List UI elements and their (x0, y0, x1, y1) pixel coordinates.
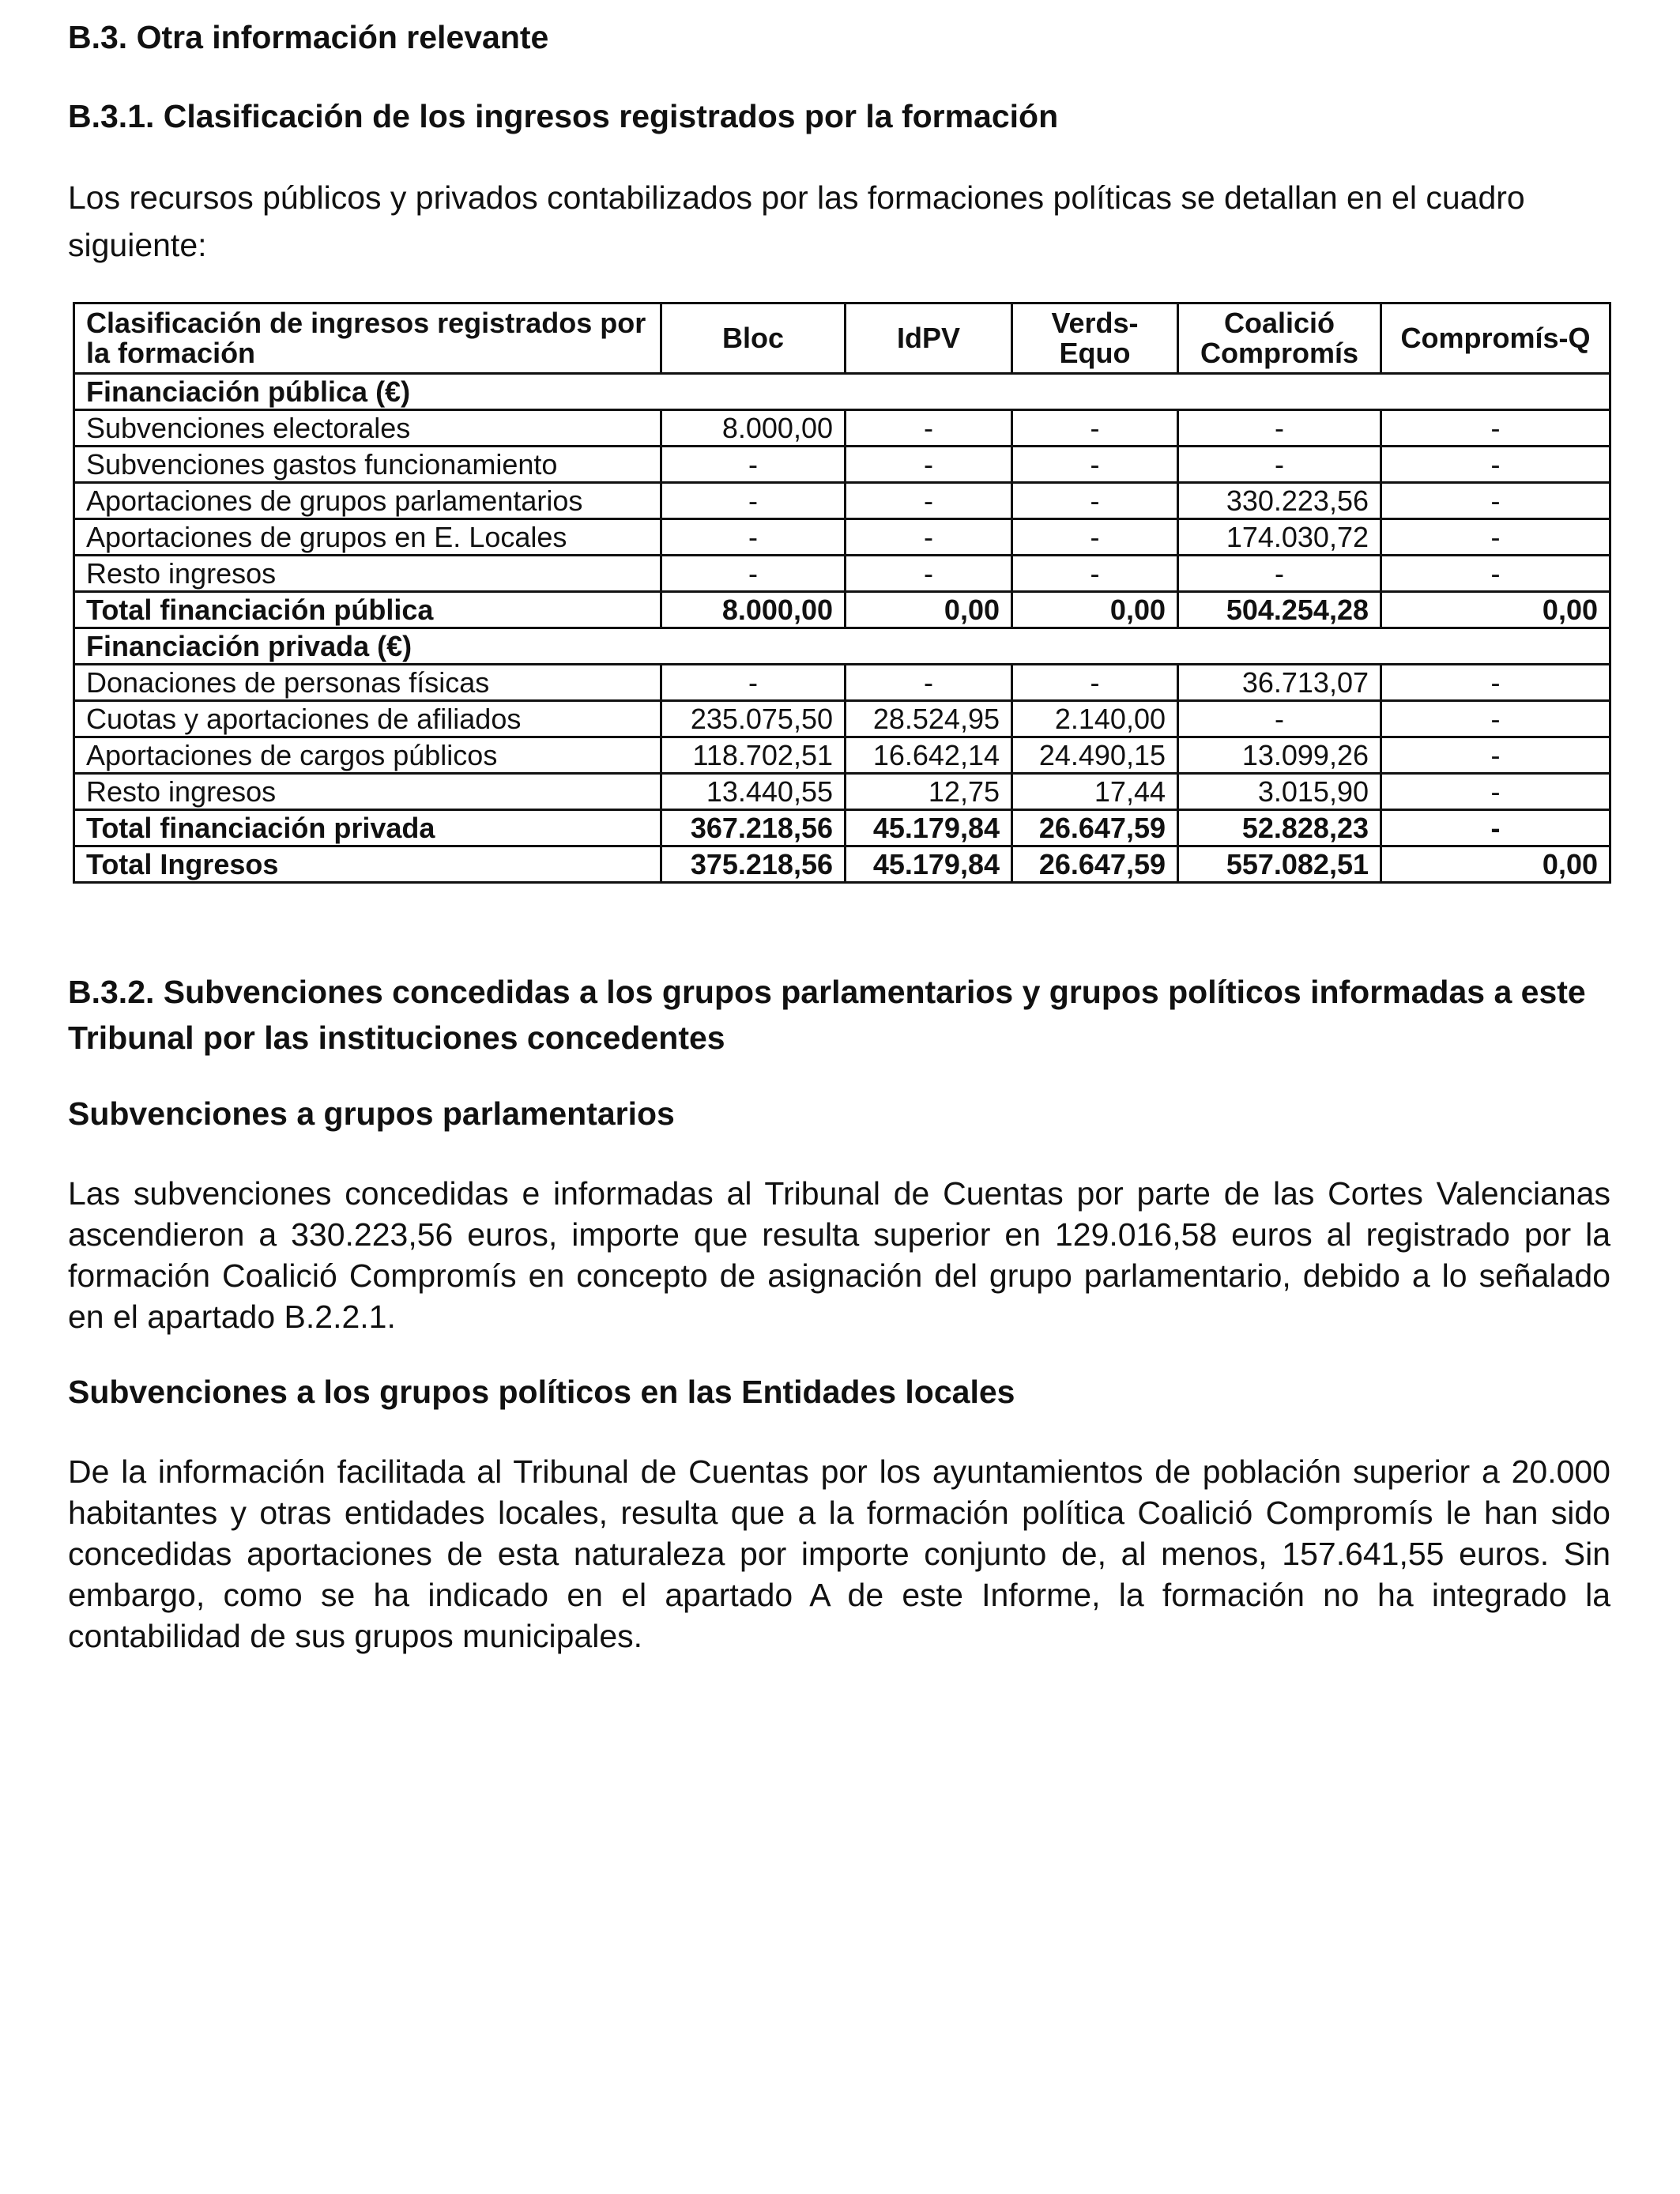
header-bloc: Bloc (661, 303, 846, 374)
cell-value: - (661, 556, 846, 592)
cell-value: - (846, 519, 1012, 556)
cell-value: - (661, 447, 846, 483)
row-label: Subvenciones electorales (74, 410, 661, 447)
row-label: Aportaciones de grupos en E. Locales (74, 519, 661, 556)
cell-value: - (1381, 701, 1610, 737)
cell-value: 557.082,51 (1178, 846, 1381, 883)
paragraph-parliamentary-grants: Las subvenciones concedidas e informadas al Tribunal de Cuentas por parte de las Cortes Valencianas ascendieron a 330.223,56 euros, importe que resulta superior en 129.016,58 euros al registrado por la formación Coalició Compromís en concepto de asignación del grupo parlamentario, debido a lo señalado en el apartado B.2.2.1. (68, 1175, 1610, 1335)
income-classification-table (73, 302, 1611, 884)
cell-value: - (1178, 410, 1381, 447)
total-row-private (74, 810, 1610, 846)
cell-value: 0,00 (1012, 592, 1178, 628)
cell-value: - (1381, 483, 1610, 519)
cell-value: 52.828,23 (1178, 810, 1381, 846)
table-row (74, 701, 1610, 737)
cell-value: 8.000,00 (661, 592, 846, 628)
cell-value: - (1178, 701, 1381, 737)
header-compromis-q: Compromís-Q (1381, 303, 1610, 374)
cell-value: - (1178, 447, 1381, 483)
cell-value: - (1381, 737, 1610, 774)
cell-value: 26.647,59 (1012, 810, 1178, 846)
cell-value: - (1012, 483, 1178, 519)
cell-value: - (1012, 665, 1178, 701)
section-label-public: Financiación pública (€) (74, 374, 1610, 410)
cell-value: - (1012, 556, 1178, 592)
header-coalicio-compromis: Coalició Compromís (1178, 303, 1381, 374)
table-row (74, 483, 1610, 519)
cell-value: 45.179,84 (846, 846, 1012, 883)
row-label: Donaciones de personas físicas (74, 665, 661, 701)
section-row-public (74, 374, 1610, 410)
cell-value: 16.642,14 (846, 737, 1012, 774)
cell-value: - (846, 410, 1012, 447)
header-verds-equo: Verds-Equo (1012, 303, 1178, 374)
cell-value: - (1381, 774, 1610, 810)
subsection-title-b32: B.3.2. Subvenciones concedidas a los grupos parlamentarios y grupos políticos informadas a este Tribunal por las instituciones concedentes (68, 974, 1586, 1056)
cell-value: - (1178, 556, 1381, 592)
cell-value: - (1381, 556, 1610, 592)
cell-value: - (846, 665, 1012, 701)
table-body (74, 374, 1610, 883)
cell-value: 3.015,90 (1178, 774, 1381, 810)
cell-value: 0,00 (1381, 846, 1610, 883)
cell-value: - (1012, 410, 1178, 447)
subsection-title-b31: B.3.1. Clasificación de los ingresos registrados por la formación (68, 98, 1059, 134)
cell-value: 0,00 (1381, 592, 1610, 628)
cell-value: - (1381, 447, 1610, 483)
income-table-wrapper (73, 302, 1609, 884)
section-title: B.3. Otra información relevante (68, 19, 549, 55)
cell-value: - (1381, 410, 1610, 447)
row-label: Total financiación pública (74, 592, 661, 628)
cell-value: 8.000,00 (661, 410, 846, 447)
cell-value: 13.440,55 (661, 774, 846, 810)
cell-value: - (846, 483, 1012, 519)
table-row (74, 737, 1610, 774)
row-label: Resto ingresos (74, 556, 661, 592)
row-label: Cuotas y aportaciones de afiliados (74, 701, 661, 737)
section-label: Financiación privada (€) (74, 628, 1610, 665)
intro-paragraph: Los recursos públicos y privados contabilizados por las formaciones políticas se detallan en el cuadro siguiente: (68, 179, 1525, 263)
cell-value: 0,00 (846, 592, 1012, 628)
table-row (74, 519, 1610, 556)
row-label: Total Ingresos (74, 846, 661, 883)
table-row (74, 556, 1610, 592)
cell-value: - (1381, 665, 1610, 701)
header-classification: Clasificación de ingresos registrados por la formación (74, 303, 661, 374)
heading-local-grants: Subvenciones a los grupos políticos en las Entidades locales (68, 1374, 1015, 1410)
cell-value: - (1012, 519, 1178, 556)
table-row (74, 774, 1610, 810)
cell-value: - (661, 665, 846, 701)
cell-value: 504.254,28 (1178, 592, 1381, 628)
table-row (74, 410, 1610, 447)
cell-value: 36.713,07 (1178, 665, 1381, 701)
cell-value: 235.075,50 (661, 701, 846, 737)
cell-value: 28.524,95 (846, 701, 1012, 737)
cell-value: 24.490,15 (1012, 737, 1178, 774)
cell-value: - (661, 519, 846, 556)
cell-value: 174.030,72 (1178, 519, 1381, 556)
total-row-grand (74, 846, 1610, 883)
cell-value: 367.218,56 (661, 810, 846, 846)
cell-value: 13.099,26 (1178, 737, 1381, 774)
heading-parliamentary-grants: Subvenciones a grupos parlamentarios (68, 1095, 675, 1132)
section-row-private (74, 628, 1610, 665)
cell-value: - (846, 556, 1012, 592)
row-label: Aportaciones de cargos públicos (74, 737, 661, 774)
table-row (74, 447, 1610, 483)
cell-value: - (1381, 810, 1610, 846)
cell-value: 12,75 (846, 774, 1012, 810)
header-idpv: IdPV (846, 303, 1012, 374)
cell-value: - (661, 483, 846, 519)
row-label: Total financiación privada (74, 810, 661, 846)
cell-value: 45.179,84 (846, 810, 1012, 846)
row-label: Resto ingresos (74, 774, 661, 810)
cell-value: - (1012, 447, 1178, 483)
cell-value: 2.140,00 (1012, 701, 1178, 737)
row-label: Subvenciones gastos funcionamiento (74, 447, 661, 483)
cell-value: 118.702,51 (661, 737, 846, 774)
paragraph-local-grants: De la información facilitada al Tribunal de Cuentas por los ayuntamientos de población superior a 20.000 habitantes y otras entidades locales, resulta que a la formación política Coalició Compromís le han sido concedidas aportaciones de esta naturaleza por importe conjunto de, al menos, 157.641,55 euros. Sin embargo, como se ha indicado en el apartado A de este Informe, la formación no ha integrado la contabilidad de sus grupos municipales. (68, 1453, 1610, 1654)
cell-value: 17,44 (1012, 774, 1178, 810)
cell-value: 330.223,56 (1178, 483, 1381, 519)
cell-value: 26.647,59 (1012, 846, 1178, 883)
row-label: Aportaciones de grupos parlamentarios (74, 483, 661, 519)
cell-value: - (846, 447, 1012, 483)
table-header-row (74, 303, 1610, 374)
table-row (74, 665, 1610, 701)
cell-value: 375.218,56 (661, 846, 846, 883)
total-row-public (74, 592, 1610, 628)
cell-value: - (1381, 519, 1610, 556)
